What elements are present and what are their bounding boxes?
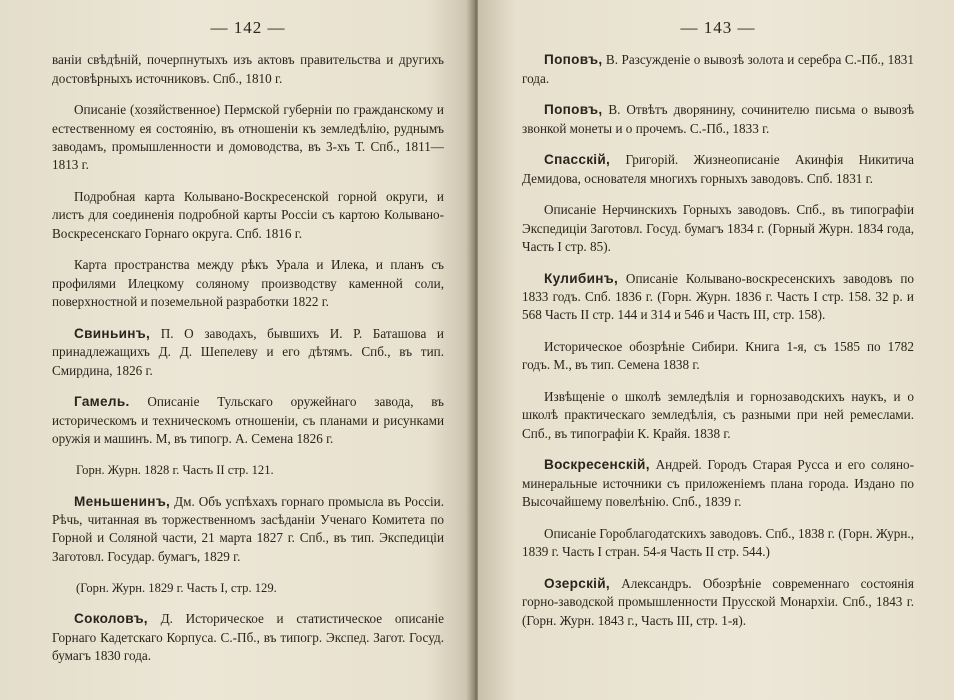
page-number-143: — 143 —	[680, 18, 756, 37]
page-number-142: — 142 —	[210, 18, 286, 37]
entry-note	[52, 461, 444, 479]
entry-text: Описанiе Колывано-воскресенскихъ заводовъ по 1833 годъ. Спб. 1836 г. (Горн. Журн. 1836 г. Часть I стр. 158. 32 р. и 568 Часть II стр. 144 и 314 и 546 и Часть III, стр. 158).	[522, 270, 914, 323]
entry-text: Извѣщенiе о школѣ земледѣлiя и горнозаводскихъ наукъ, и о школѣ практическаго земледѣлiя, съ разными при ней ремеслами. Спб., въ типографiи К. Крайя. 1838 г.	[522, 389, 914, 441]
entry-text: В. Отвѣтъ дворянину, сочинителю письма о вывозѣ звонкой монеты и о прочемъ. С.-Пб., 1833 г.	[522, 102, 914, 136]
entry-text: Александръ. Обозрѣнiе современнаго состоянiя горно-заводской промышленности Прусской Монархiи. Спб., 1843 г. (Горн. Журн. 1843 г., Часть III, стр. 1-я).	[522, 575, 914, 628]
entry	[522, 525, 914, 562]
entry-author: Поповъ,	[544, 102, 603, 118]
entry	[522, 388, 914, 443]
entry	[522, 575, 914, 630]
entry	[522, 270, 914, 325]
entry-author: Спасскiй,	[544, 152, 611, 168]
entry-text: Карта пространства между рѣкъ Урала и Илека, и планъ съ профилями Илецкому соляному производству каменной соли, поверхностной и поземельной разработки 1822 г.	[52, 257, 444, 310]
entry-text: Григорiй. Жизнеописанiе Акинфiя Никитича Демидова, основателя многихъ горныхъ заводовъ. Спб. 1831 г.	[522, 152, 914, 186]
entry	[52, 188, 444, 243]
entry-text: Описанiе Гороблагодатскихъ заводовъ. Спб., 1838 г. (Горн. Журн., 1839 г. Часть I стран. 54-я Часть II стр. 544.)	[522, 525, 914, 560]
entry-text: Описанiе (хозяйственное) Пермской губернiи по гражданскому и естественному ея состоянiю, въ отношенiи къ земледѣлiю, руднымъ заводамъ, промышленности и домоводства, въ 3-хъ Т. Спб., 1811—1813 г.	[52, 102, 444, 173]
entry	[52, 393, 444, 448]
entry-author: Озерскiй,	[544, 575, 610, 591]
entry-author: Кулибинъ,	[544, 270, 619, 286]
entry	[52, 51, 444, 88]
entry-text: Описанiе Нерчинскихъ Горныхъ заводовъ. Спб., въ типографiи Экспедицiи Заготовл. Госуд. бумагъ 1834 г. (Горный Журн. 1834 года, Часть I стр. 85).	[522, 202, 914, 254]
entry-text: (Горн. Журн. 1829 г. Часть I, стр. 129.	[76, 580, 277, 595]
left-page	[0, 0, 474, 700]
entry-author: Поповъ,	[544, 52, 603, 68]
entry-text: П. О заводахъ, бывшихъ И. Р. Баташова и принадлежащихъ Д. Д. Шепелеву и его дѣтямъ. Спб., въ тип. Смирдина, 1826 г.	[52, 325, 444, 378]
entry-author: Гамель.	[74, 394, 130, 410]
entry-author: Меньшенинъ,	[74, 493, 171, 509]
entry	[52, 325, 444, 380]
entry-text: ванiи свѣдѣнiй, почерпнутыхъ изъ актовъ правительства и другихъ достовѣрныхъ источниковъ. Спб., 1810 г.	[52, 52, 444, 86]
entry	[522, 201, 914, 256]
entry-note	[52, 579, 444, 597]
entry-text: Андрей. Городъ Старая Русса и его соляно-минеральные источники съ приложенiемъ плана города. Издано по Высочайшему повелѣнiю. Спб., 1839 г.	[522, 457, 914, 510]
entry	[522, 151, 914, 188]
entry-author: Свиньинъ,	[74, 325, 151, 341]
entry-text: Д. Историческое и статистическое описанiе Горнаго Кадетскаго Корпуса. С.-Пб., въ типогр. Экспед. Загот. Госуд. бумагъ 1830 года.	[52, 611, 444, 664]
entry-text: В. Разсужденiе о вывозѣ золота и серебра С.-Пб., 1831 года.	[522, 52, 914, 86]
entry-text: Описанiе Тульскаго оружейнаго завода, въ историческомъ и техническомъ отношенiи, съ планами и рисунками оружiя и машинъ. М, въ типогр. А. Семена 1826 г.	[52, 394, 444, 447]
entry	[522, 338, 914, 375]
entry	[52, 610, 444, 665]
entry-text: Горн. Журн. 1828 г. Часть II стр. 121.	[76, 463, 274, 478]
entry-text: Дм. Объ успѣхахъ горнаго промысла въ Россiи. Рѣчь, читанная въ торжественномъ засѣданiи Ученаго Комитета по Горной и Соляной части, 21 марта 1827 г. Спб., въ тип. Экспедицiи Заготовл. Государ. бумагъ, 1829 г.	[52, 493, 444, 564]
entry	[52, 101, 444, 175]
right-page	[478, 0, 954, 700]
entry	[522, 51, 914, 88]
entry	[52, 493, 444, 567]
entry-author: Соколовъ,	[74, 611, 148, 627]
entry-author: Воскресенскiй,	[544, 457, 650, 473]
entry-text: Историческое обозрѣнiе Сибири. Книга 1-я, съ 1585 по 1782 годъ. М., въ тип. Семена 1838 г.	[522, 339, 914, 373]
entry	[522, 456, 914, 511]
entry-text: Подробная карта Колывано-Воскресенской горной округи, и листъ для соединенiя подробной карты Россiи съ картою Колывано-Воскресенскаго Горнаго округа. Спб. 1816 г.	[52, 189, 444, 241]
entry	[522, 101, 914, 138]
entry	[52, 256, 444, 311]
